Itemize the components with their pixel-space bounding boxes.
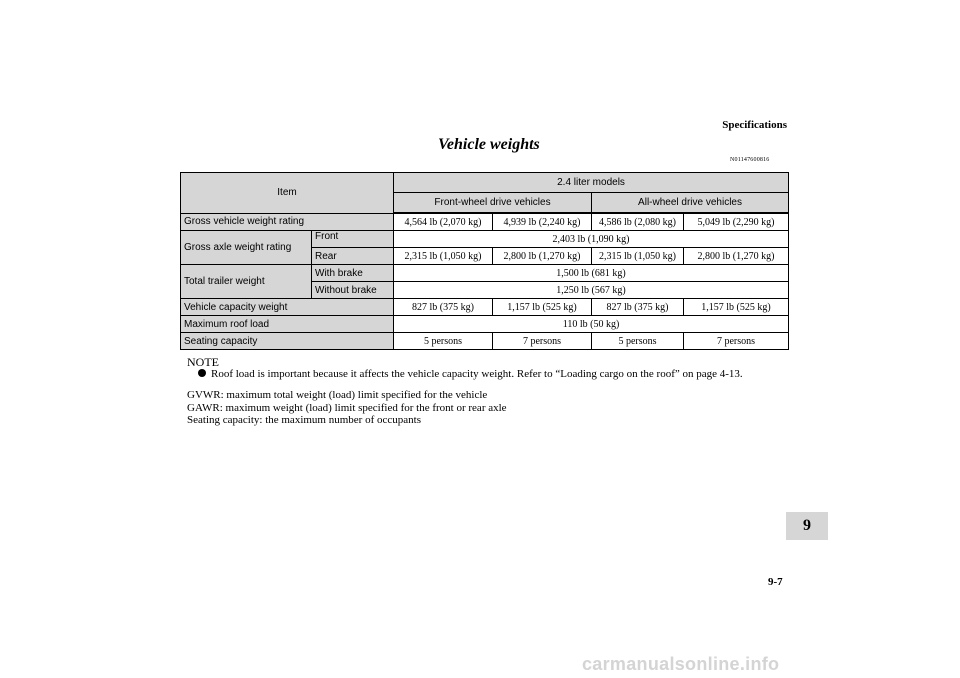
seating-value: 7 persons bbox=[493, 333, 592, 350]
document-code: N01147600816 bbox=[730, 157, 770, 163]
trailer-without-brake-label: Without brake bbox=[312, 282, 394, 299]
gvwr-value: 5,049 lb (2,290 kg) bbox=[684, 213, 789, 231]
trailer-with-brake-value: 1,500 lb (681 kg) bbox=[394, 265, 789, 282]
gawr-rear-value: 2,315 lb (1,050 kg) bbox=[394, 248, 493, 265]
seating-label: Seating capacity bbox=[181, 333, 394, 350]
gawr-label: Gross axle weight rating bbox=[181, 231, 312, 265]
gvwr-label: Gross vehicle weight rating bbox=[181, 213, 394, 231]
table-row bbox=[181, 213, 789, 231]
chapter-tab: 9 bbox=[786, 512, 828, 540]
gawr-rear-label: Rear bbox=[312, 248, 394, 265]
gawr-front-label: Front bbox=[312, 231, 394, 248]
trailer-with-brake-label: With brake bbox=[312, 265, 394, 282]
fwd-header: Front-wheel drive vehicles bbox=[394, 193, 592, 214]
capacity-value: 1,157 lb (525 kg) bbox=[684, 299, 789, 316]
gawr-rear-value: 2,800 lb (1,270 kg) bbox=[684, 248, 789, 265]
gawr-rear-value: 2,315 lb (1,050 kg) bbox=[592, 248, 684, 265]
definitions bbox=[187, 389, 507, 427]
watermark: carmanualsonline.info bbox=[582, 654, 780, 674]
trailer-without-brake-value: 1,250 lb (567 kg) bbox=[394, 282, 789, 299]
definition-seating: Seating capacity: the maximum number of occupants bbox=[187, 414, 421, 426]
table-row bbox=[181, 265, 789, 282]
seating-value: 5 persons bbox=[394, 333, 493, 350]
capacity-value: 827 lb (375 kg) bbox=[394, 299, 493, 316]
table-row bbox=[181, 333, 789, 350]
seating-value: 7 persons bbox=[684, 333, 789, 350]
capacity-value: 827 lb (375 kg) bbox=[592, 299, 684, 316]
roof-load-label: Maximum roof load bbox=[181, 316, 394, 333]
gawr-rear-value: 2,800 lb (1,270 kg) bbox=[493, 248, 592, 265]
table-row bbox=[181, 231, 789, 248]
note-label: NOTE bbox=[187, 355, 219, 369]
gvwr-value: 4,939 lb (2,240 kg) bbox=[493, 213, 592, 231]
seating-value: 5 persons bbox=[592, 333, 684, 350]
section-header: Specifications bbox=[722, 119, 787, 131]
model-header: 2.4 liter models bbox=[394, 173, 789, 193]
roof-load-value: 110 lb (50 kg) bbox=[394, 316, 789, 333]
table-row bbox=[181, 316, 789, 333]
gawr-front-value: 2,403 lb (1,090 kg) bbox=[394, 231, 789, 248]
gvwr-value: 4,586 lb (2,080 kg) bbox=[592, 213, 684, 231]
vehicle-weights-table bbox=[180, 172, 789, 350]
capacity-value: 1,157 lb (525 kg) bbox=[493, 299, 592, 316]
gvwr-value: 4,564 lb (2,070 kg) bbox=[394, 213, 493, 231]
definition-gvwr: GVWR: maximum total weight (load) limit specified for the vehicle bbox=[187, 389, 488, 401]
bullet-icon bbox=[198, 369, 206, 377]
trailer-label: Total trailer weight bbox=[181, 265, 312, 299]
capacity-label: Vehicle capacity weight bbox=[181, 299, 394, 316]
page-title: Vehicle weights bbox=[438, 136, 540, 153]
table-row bbox=[181, 299, 789, 316]
item-header: Item bbox=[181, 173, 394, 214]
note-text: Roof load is important because it affects the vehicle capacity weight. Refer to “Loading cargo on the roof” on page 4-13. bbox=[211, 368, 743, 380]
note-item bbox=[198, 368, 743, 380]
definition-gawr: GAWR: maximum weight (load) limit specified for the front or rear axle bbox=[187, 401, 507, 414]
table-header-row bbox=[181, 173, 789, 193]
page-number: 9-7 bbox=[768, 576, 783, 588]
awd-header: All-wheel drive vehicles bbox=[592, 193, 789, 214]
